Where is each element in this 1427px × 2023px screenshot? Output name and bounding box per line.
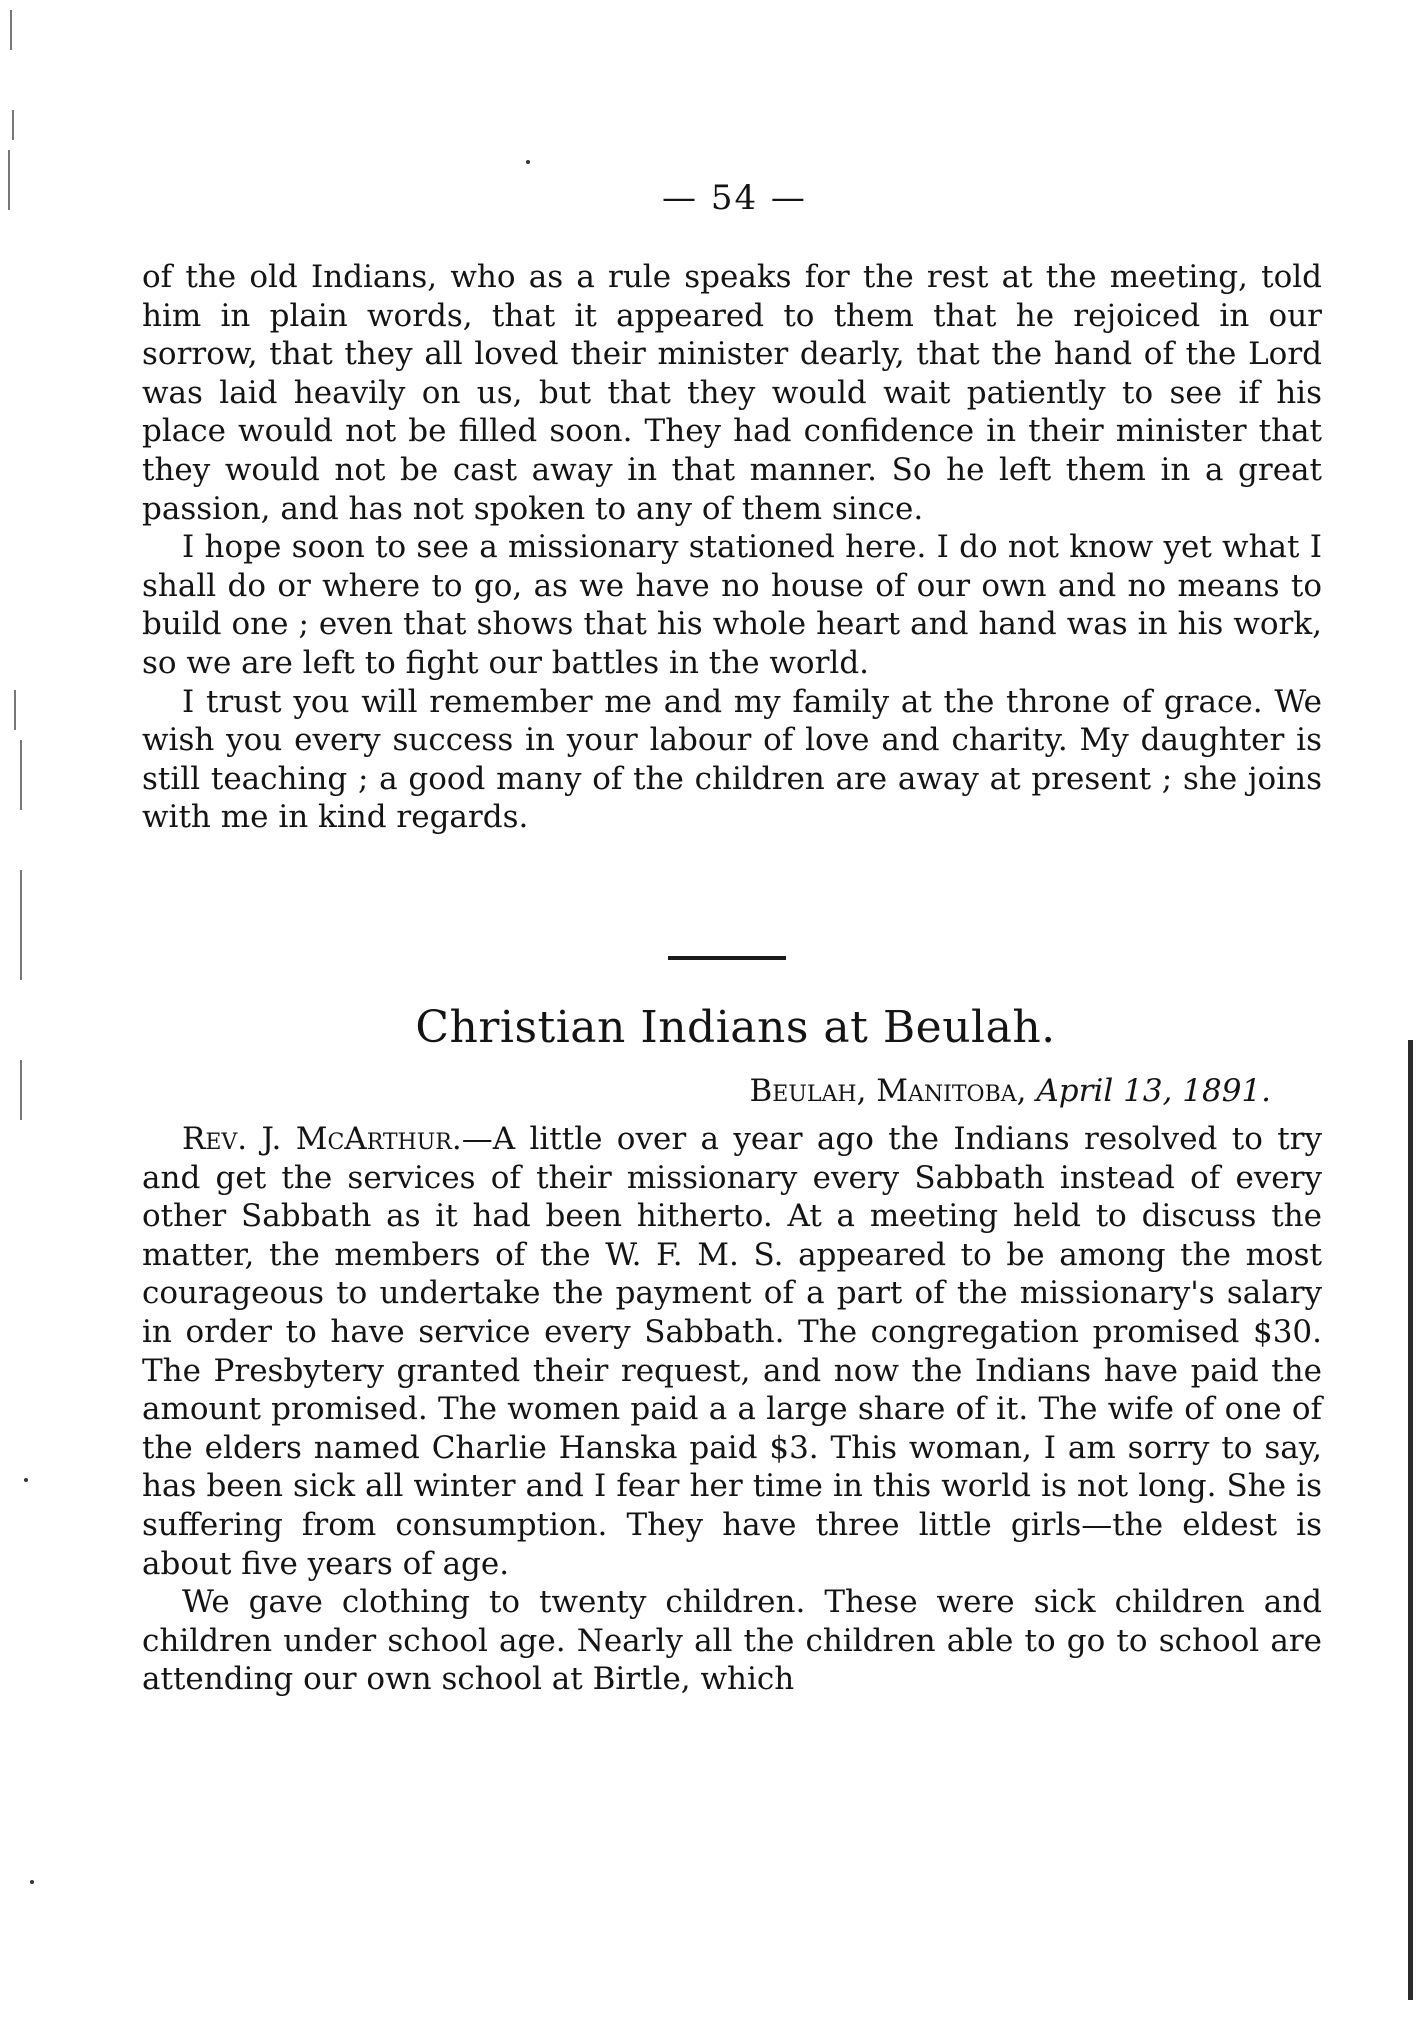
continuation-text (142, 258, 1322, 837)
speaker-name: Rev. J. McArthur. (182, 1121, 462, 1157)
binding-edge (1408, 1040, 1413, 2000)
dateline (750, 1073, 1271, 1109)
paragraph-text: —A little over a year ago the Indians resolved to try and get the services of their missionary every Sabbath instead of every other Sabbath as it had been hitherto. At a meeting held to discuss the matter, the members of the W. F. M. S. appeared to be among the most courageous to undertake the payment of a part of the missionary's salary in order to have service every Sabbath. The congregation promised $30. The Presbytery granted their request, and now the Indians have paid the amount promised. The women paid a a large share of it. The wife of one of the elders named Charlie Hanska paid $3. This woman, I am sorry to say, has been sick all winter and I fear her time in this world is not long. She is suffering from consumption. They have three little girls—the eldest is about five years of age. (142, 1121, 1323, 1582)
article-body (142, 1120, 1322, 1699)
dateline-place: Beulah, Manitoba, (749, 1073, 1027, 1109)
scan-speck (30, 1880, 34, 1884)
margin-mark (10, 10, 12, 50)
paragraph: We gave clothing to twenty children. These were sick children and children under school age. Nearly all the children able to go to school are attending our own school at Birtle, which (142, 1584, 1322, 1698)
dateline-date: April 13, 1891. (1036, 1073, 1271, 1109)
section-divider (668, 956, 786, 960)
margin-mark (12, 110, 14, 140)
paragraph: of the old Indians, who as a rule speaks for the rest at the meeting, told him in plain words, that it appeared to them that he rejoiced in our sorrow, that they all loved their minister dearly, that the hand of the Lord was laid heavily on us, but that they would wait patiently to see if his place would not be filled soon. They had confidence in their minister that they would not be cast away in that manner. So he left them in a great passion, and has not spoken to any of them since. (142, 259, 1322, 527)
scan-speck (24, 1478, 28, 1482)
paragraph: I hope soon to see a missionary stationed here. I do not know yet what I shall do or where to go, as we have no house of our own and no means to build one ; even that shows that his whole heart and hand was in his work, so we are left to fight our battles in the world. (142, 529, 1322, 681)
margin-mark (14, 690, 16, 730)
page-number: — 54 — (662, 178, 807, 218)
paragraph: I trust you will remember me and my family at the throne of grace. We wish you every success in your labour of love and charity. My daughter is still teaching ; a good many of the children are away at present ; she joins with me in kind regards. (142, 683, 1322, 836)
margin-mark (20, 1060, 22, 1120)
paragraph (142, 1120, 1322, 1583)
margin-mark (20, 870, 22, 980)
article-title: Christian Indians at Beulah. (415, 1002, 1056, 1053)
scan-speck (526, 160, 530, 164)
margin-mark (20, 740, 22, 810)
